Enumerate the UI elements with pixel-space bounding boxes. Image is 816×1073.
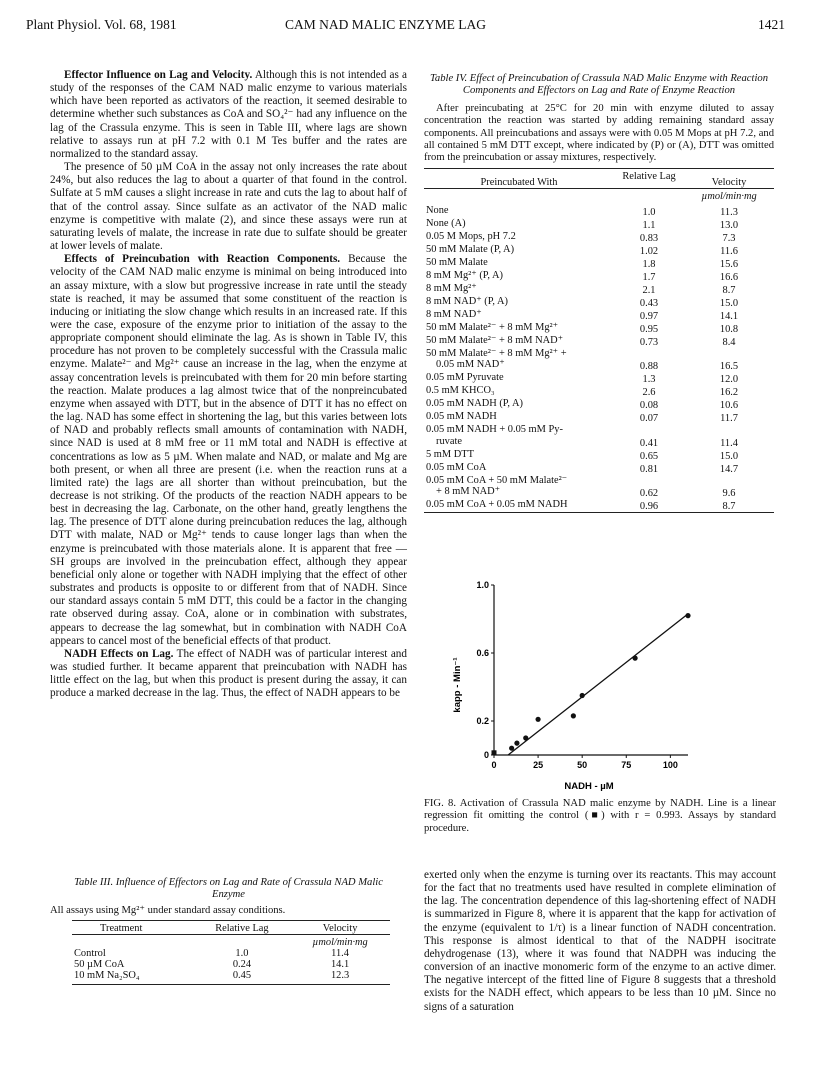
page-number: 1421 bbox=[758, 17, 785, 32]
data-point bbox=[514, 741, 519, 746]
table-row: 5 mM DTT 0.65 15.0 bbox=[426, 448, 739, 462]
table-row: 0.05 mM NADH (P, A) 0.08 10.6 bbox=[426, 398, 739, 412]
data-point bbox=[509, 746, 514, 751]
table-row: 50 mM Malate (P, A) 1.02 11.6 bbox=[426, 243, 738, 257]
paragraph-coa: The presence of 50 µM CoA in the assay not only increases the rate about 24%, but also reduces the lag to about a quarter of that found in the control. Sulfate at 5 mM causes a slight increase in rate and cuts the lag to about half of that of the control assay. Since sulfate as an activator of the NAD malic enzyme is competitive with malate (2), and since these assays were run at saturating levels of malate, the increase in rate due to sulfate should be greater at lower levels of malate. bbox=[50, 161, 407, 253]
table-row: Control 1.0 11.4 bbox=[74, 948, 349, 960]
x-tick-label: 50 bbox=[577, 760, 588, 770]
table-row: 50 mM Malate²⁻ + 8 mM Mg²⁺ 0.95 10.8 bbox=[426, 321, 739, 335]
table-row: 8 mM Mg²⁺ 2.1 8.7 bbox=[426, 282, 736, 296]
control-point bbox=[492, 750, 497, 755]
y-tick-label: 0.6 bbox=[476, 648, 489, 658]
table-row: 0.05 mM CoA + 50 mM Malate²⁻ + 8 mM NAD⁺ 0.62 9.6 bbox=[426, 474, 736, 500]
table-row: 8 mM NAD⁺ (P, A) 0.43 15.0 bbox=[426, 295, 739, 309]
y-tick-label: 1.0 bbox=[476, 580, 489, 590]
table-4-header-lag: Relative Lag bbox=[622, 170, 676, 182]
data-point bbox=[571, 713, 576, 718]
table-4-header-preincubated: Preincubated With bbox=[480, 176, 558, 188]
table-row: None (A) 1.1 13.0 bbox=[426, 217, 739, 231]
table-row: 0.05 mM NADH + 0.05 mM Py- ruvate 0.41 11.4 bbox=[426, 424, 738, 449]
table-4-header-velocity: Velocity bbox=[711, 176, 747, 188]
table-4-unit: µmol/min·mg bbox=[701, 190, 757, 202]
data-point bbox=[632, 656, 637, 661]
regression-line bbox=[508, 614, 688, 755]
table-3-header-velocity: Velocity bbox=[322, 923, 358, 935]
table-row: 0.05 mM CoA 0.81 14.7 bbox=[426, 461, 739, 475]
table-4 bbox=[424, 73, 774, 513]
paragraph-effector: Effector Influence on Lag and Velocity. Although this is not intended as a study of the responses of the CAM NAD malic enzyme to various materials which have been reported as activators of the reaction, it seemed desirable to determine whether such substances as CoA and SO₄²⁻ had any influence on the lag of the Crassula enzyme. This is seen in Table III, where lags are shown relative to assays run at pH 7.2 with 0.1 M Tes buffer and the rates are normalized to the standard assay. bbox=[50, 69, 407, 160]
table-3-header-lag: Relative Lag bbox=[215, 923, 269, 935]
y-tick-label: 0.2 bbox=[476, 716, 489, 726]
table-4-title: Table IV. Effect of Preincubation of Crassula NAD Malic Enzyme with Reaction Components and Effectors on Lag and Rate of Enzyme Reaction bbox=[430, 73, 768, 97]
data-point bbox=[580, 693, 585, 698]
figure-8-caption: FIG. 8. Activation of Crassula NAD malic enzyme by NADH. Line is a linear regression fit omitting the control (■) with r = 0.993. Assays by standard procedure. bbox=[424, 798, 776, 834]
table-3-title: Table III. Influence of Effectors on Lag and Rate of Crassula NAD Malic Enzyme bbox=[74, 877, 383, 901]
left-column bbox=[50, 69, 407, 701]
table-3-unit: µmol/min·mg bbox=[312, 937, 368, 949]
paragraph-continuation: exerted only when the enzyme is turning over its reactants. This may account for the fact that no treatments used have resulted in complete elimination of the lag. The concentration dependence of this lag-shortening effect of NADH is summarized in Figure 8, where it is apparent that the kapp for activation of the enzyme (equivalent to 1/τ) is a linear function of NADH concentration. This response is almost identical to that of the NADPH isocitrate dehydrogenase (13), where it was found that NADPH was inducing the conversion of an inactive monomeric form of the enzyme to an active dimer. The negative intercept of the fitted line of Figure 8 suggests that a threshold exists for the NADH effect, which appears to be less than 10 µM. Since no signs of a saturation bbox=[424, 869, 776, 1013]
x-tick-label: 0 bbox=[491, 760, 497, 770]
figure-8 bbox=[436, 575, 736, 795]
data-point bbox=[535, 717, 540, 722]
table-4-note: After preincubating at 25°C for 20 min with enzyme diluted to assay concentration the reaction was started by adding remaining standard assay components. All preincubations and assays were with 0.05 M Mops at pH 7.2, and all contained 5 mM DTT except, where indicated by (P) or (A), DTT was omitted from the preincubation or assay mixtures, respectively. bbox=[424, 102, 774, 164]
table-row: None 1.0 11.3 bbox=[426, 204, 738, 218]
y-tick-label: 0 bbox=[483, 750, 489, 760]
x-tick-label: 75 bbox=[621, 760, 632, 770]
data-point bbox=[523, 735, 528, 740]
table-3-header-treatment: Treatment bbox=[100, 923, 143, 935]
table-3-note: All assays using Mg²⁺ under standard assay conditions. bbox=[50, 904, 286, 916]
x-axis-label: NADH - µM bbox=[564, 781, 614, 792]
nadh-activation-chart bbox=[436, 575, 736, 795]
y-axis-label: kapp - Min⁻¹ bbox=[452, 657, 463, 713]
running-title: CAM NAD MALIC ENZYME LAG bbox=[285, 17, 486, 32]
x-tick-label: 100 bbox=[662, 760, 678, 770]
table-row: 50 mM Malate 1.8 15.6 bbox=[426, 256, 739, 270]
table-row: 8 mM Mg²⁺ (P, A) 1.7 16.6 bbox=[426, 269, 739, 283]
table-row: 50 mM Malate²⁻ + 8 mM Mg²⁺ + 0.05 mM NAD⁺ 0.88 16.5 bbox=[426, 347, 739, 373]
table-row: 50 µM CoA 0.24 14.1 bbox=[74, 959, 350, 971]
right-column bbox=[424, 869, 776, 1014]
data-point bbox=[685, 613, 690, 618]
table-row: 50 mM Malate²⁻ + 8 mM NAD⁺ 0.73 8.4 bbox=[426, 334, 736, 348]
table-row: 0.05 M Mops, pH 7.2 0.83 7.3 bbox=[426, 230, 736, 244]
table-row: 0.5 mM KHCO₃ 2.6 16.2 bbox=[426, 385, 739, 399]
table-row: 0.05 mM Pyruvate 1.3 12.0 bbox=[426, 372, 739, 386]
table-row: 0.05 mM NADH 0.07 11.7 bbox=[426, 411, 738, 425]
table-row: 8 mM NAD⁺ 0.97 14.1 bbox=[426, 308, 739, 322]
journal-citation: Plant Physiol. Vol. 68, 1981 bbox=[26, 17, 177, 32]
x-tick-label: 25 bbox=[533, 760, 544, 770]
paragraph-preincubation: Effects of Preincubation with Reaction Components. Because the velocity of the CAM NAD malic enzyme is minimal on being introduced into an assay mixture, with a slow but progressive increase in rate until the steady state is reached, it may be assumed that some constituent of the reaction is inducing or initiating the slow change which results in an increased rate. If this were the case, exposure of the enzyme prior to initiation of the assay to the appropriate component should eliminate the lag. As is shown in Table IV, this procedure has not proven to be completely successful with the Crassula malic enzyme. Malate²⁻ and Mg²⁺ cause an increase in the lag, when the enzyme at assay concentration levels is preincubated with them for 20 min before starting the reaction. Malate produces a lag almost twice that of the nonpreincubated enzyme when assayed with DTT, but in the absence of DTT it has no effect on the lag. NAD has some effect in shortening the lag, but this varies between lots of NAD and probably reflects small amounts of contamination with NADH, since NAD is used at 8 mM free or 11 mM total and NADH is effective at concentrations as low as 5 µM. When malate and NAD, or malate and Mg are both present, or when all three are present (i.e. when the reaction runs at a limited rate) the lags are all shorter than without preincubation, but the decrease is not striking. Of the products of the reaction NADH appears to be best in decreasing the lag. Carbonate, on the other hand, greatly lengthens the lag. The presence of DTT alone during preincubation reduces the lag, although DTT with malate, NAD or Mg²⁺ tends to cause longer lags than when the enzyme is preincubated with those materials alone. It is apparent that free —SH groups are involved in the preincubation effect, although they appear beneficial only alone or together with NADH implying that the effect of other substrates and products is opposite to or different from that of NADH. Since our standard assays contain 5 mM DTT, this could be a factor in the changing rate observed during assay. CoA, alone or in combination with substrates, appears to decrease the lag somewhat, but in combination with NADH CoA appears to cancel most of the beneficial effects of that product. bbox=[50, 253, 407, 647]
table-row: 0.05 mM CoA + 0.05 mM NADH 0.96 8.7 bbox=[426, 499, 736, 513]
paragraph-nadh: NADH Effects on Lag. The effect of NADH was of particular interest and was studied further. It became apparent that preincubation with NADH has little effect on the lag, but when this product is present during the assay, it can produce a marked decrease in the lag. Thus, the effect of NADH appears to be bbox=[50, 647, 407, 700]
table-3 bbox=[50, 877, 407, 985]
table-row: 10 mM Na₂SO₄ 0.45 12.3 bbox=[74, 970, 350, 982]
